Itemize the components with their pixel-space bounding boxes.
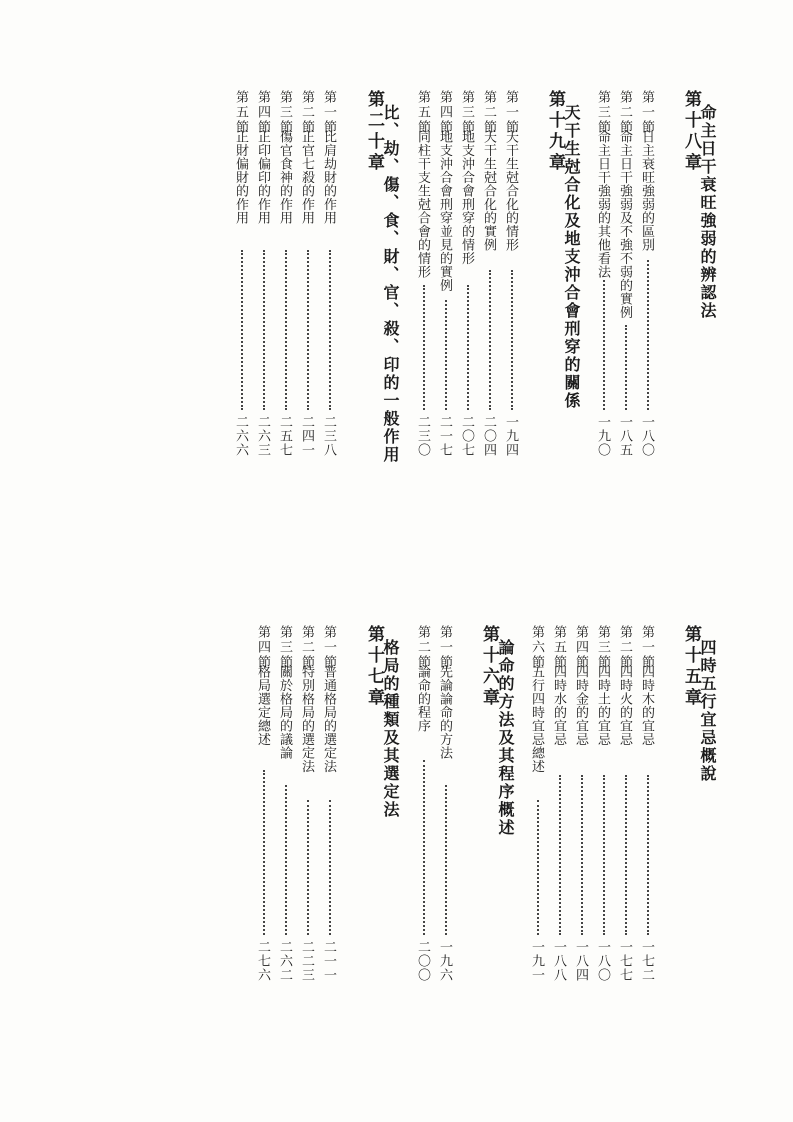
section-label: 第四節 bbox=[255, 625, 270, 670]
dot-leader bbox=[489, 270, 491, 410]
section-title: 地支沖合會刑穿並見的實例 bbox=[437, 130, 452, 292]
chapter-17 bbox=[365, 625, 398, 819]
section-label: 第五節 bbox=[551, 625, 566, 670]
chapter-number: 第十六章 bbox=[479, 625, 499, 709]
page-number: 一九六 bbox=[437, 940, 452, 982]
section-line bbox=[618, 625, 631, 1065]
page-number: 一八〇 bbox=[595, 940, 610, 982]
dot-leader bbox=[511, 270, 513, 410]
section-label: 第一節 bbox=[639, 625, 654, 670]
section-label: 第四節 bbox=[573, 625, 588, 670]
section-title: 普通格局的選定法 bbox=[321, 665, 336, 773]
chapter-title: 比、劫、傷、食、財、官、殺、印的一般作用 bbox=[381, 104, 400, 464]
chapter-title: 命主日干衰旺強弱的辨認法 bbox=[698, 104, 717, 320]
dot-leader bbox=[329, 250, 331, 410]
dot-leader bbox=[445, 300, 447, 410]
section-title: 正印偏印的作用 bbox=[255, 130, 270, 225]
section-title: 地支沖合會刑穿的情形 bbox=[459, 130, 474, 265]
section-label: 第二節 bbox=[617, 625, 632, 670]
section-label: 第三節 bbox=[595, 90, 610, 135]
section-label: 第一節 bbox=[639, 90, 654, 135]
dot-leader bbox=[285, 785, 287, 935]
page-number: 一九一 bbox=[529, 940, 544, 982]
section-title: 日主衰旺強弱的區別 bbox=[639, 130, 654, 252]
section-label: 第二節 bbox=[481, 90, 496, 135]
chapter-number: 第十五章 bbox=[681, 625, 701, 709]
chapter-16 bbox=[480, 625, 513, 837]
section-line bbox=[256, 90, 269, 530]
section-title: 格局選定總述 bbox=[255, 665, 270, 746]
dot-leader bbox=[581, 775, 583, 935]
section-label: 第二節 bbox=[617, 90, 632, 135]
section-line bbox=[322, 90, 335, 530]
section-line bbox=[618, 90, 631, 530]
section-title: 四時火的宜忌 bbox=[617, 665, 632, 746]
section-title: 同柱干支生尅合會的情形 bbox=[415, 130, 430, 279]
section-label: 第一節 bbox=[321, 90, 336, 135]
page-number: 二二三 bbox=[299, 940, 314, 982]
toc-lower-half bbox=[60, 625, 717, 1065]
section-title: 四時金的宜忌 bbox=[573, 665, 588, 746]
section-line bbox=[416, 90, 429, 530]
section-label: 第二節 bbox=[415, 625, 430, 670]
section-line bbox=[438, 625, 451, 1065]
section-label: 第三節 bbox=[459, 90, 474, 135]
page-number: 一八五 bbox=[617, 415, 632, 457]
section-title: 先論論命的方法 bbox=[437, 665, 452, 760]
chapter-title: 論命的方法及其程序概述 bbox=[496, 639, 515, 837]
section-label: 第二節 bbox=[299, 625, 314, 670]
page-number: 一九四 bbox=[503, 415, 518, 457]
page-number: 二一七 bbox=[437, 415, 452, 457]
section-title: 四時水的宜忌 bbox=[551, 665, 566, 746]
dot-leader bbox=[625, 775, 627, 935]
section-line bbox=[322, 625, 335, 1065]
chapter-number: 第二十章 bbox=[364, 90, 384, 174]
chapter-number: 第十七章 bbox=[364, 625, 384, 709]
section-line bbox=[596, 625, 609, 1065]
section-label: 第四節 bbox=[437, 90, 452, 135]
page-number: 一八八 bbox=[551, 940, 566, 982]
chapter-18 bbox=[682, 90, 715, 320]
page-number: 二一一 bbox=[321, 940, 336, 982]
dot-leader bbox=[423, 760, 425, 935]
section-line bbox=[416, 625, 429, 1065]
section-line bbox=[640, 625, 653, 1065]
dot-leader bbox=[423, 285, 425, 410]
page-number: 二〇〇 bbox=[415, 940, 430, 982]
page-number: 二六六 bbox=[233, 415, 248, 457]
section-line bbox=[504, 90, 517, 530]
section-label: 第三節 bbox=[277, 625, 292, 670]
section-line bbox=[278, 625, 291, 1065]
page-number: 二三〇 bbox=[415, 415, 430, 457]
section-label: 第三節 bbox=[595, 625, 610, 670]
chapter-20 bbox=[365, 90, 398, 464]
section-line bbox=[482, 90, 495, 530]
section-title: 天干生尅合化的實例 bbox=[481, 130, 496, 252]
chapter-title: 格局的種類及其選定法 bbox=[381, 639, 400, 819]
section-label: 第四節 bbox=[255, 90, 270, 135]
chapter-15 bbox=[682, 625, 715, 783]
page-number: 二四一 bbox=[299, 415, 314, 457]
chapter-title: 天干生尅合化及地支沖合會刑穿的關係 bbox=[562, 104, 581, 410]
section-title: 五行四時宜忌總述 bbox=[529, 665, 544, 773]
page-number: 二〇七 bbox=[459, 415, 474, 457]
section-title: 正官七殺的作用 bbox=[299, 130, 314, 225]
section-title: 傷官食神的作用 bbox=[277, 130, 292, 225]
chapter-19 bbox=[546, 90, 579, 410]
page-number: 二七六 bbox=[255, 940, 270, 982]
section-label: 第一節 bbox=[321, 625, 336, 670]
section-title: 關於格局的議論 bbox=[277, 665, 292, 760]
section-line bbox=[596, 90, 609, 530]
section-line bbox=[530, 625, 543, 1065]
page-number: 二六二 bbox=[277, 940, 292, 982]
dot-leader bbox=[603, 775, 605, 935]
dot-leader bbox=[647, 260, 649, 410]
section-label: 第二節 bbox=[299, 90, 314, 135]
dot-leader bbox=[307, 250, 309, 410]
dot-leader bbox=[537, 800, 539, 935]
dot-leader bbox=[285, 250, 287, 410]
section-title: 四時土的宜忌 bbox=[595, 665, 610, 746]
section-line bbox=[300, 90, 313, 530]
section-line bbox=[640, 90, 653, 530]
dot-leader bbox=[625, 325, 627, 410]
section-line bbox=[256, 625, 269, 1065]
section-label: 第一節 bbox=[437, 625, 452, 670]
section-label: 第五節 bbox=[233, 90, 248, 135]
section-title: 命主日干強弱及不強不弱的實例 bbox=[617, 130, 632, 319]
section-title: 特別格局的選定法 bbox=[299, 665, 314, 773]
section-title: 命主日干強弱的其他看法 bbox=[595, 130, 610, 279]
chapter-number: 第十八章 bbox=[681, 90, 701, 174]
section-line bbox=[574, 625, 587, 1065]
page-number: 二〇四 bbox=[481, 415, 496, 457]
dot-leader bbox=[307, 800, 309, 935]
page-number: 二六三 bbox=[255, 415, 270, 457]
page-number: 一九〇 bbox=[595, 415, 610, 457]
dot-leader bbox=[647, 775, 649, 935]
page-number: 一八四 bbox=[573, 940, 588, 982]
dot-leader bbox=[329, 800, 331, 935]
section-line bbox=[278, 90, 291, 530]
section-line bbox=[438, 90, 451, 530]
page-number: 二五七 bbox=[277, 415, 292, 457]
dot-leader bbox=[263, 250, 265, 410]
section-title: 天干生尅合化的情形 bbox=[503, 130, 518, 252]
chapter-number: 第十九章 bbox=[545, 90, 565, 174]
section-label: 第三節 bbox=[277, 90, 292, 135]
dot-leader bbox=[445, 785, 447, 935]
dot-leader bbox=[559, 775, 561, 935]
section-line bbox=[460, 90, 473, 530]
page-number: 一七二 bbox=[639, 940, 654, 982]
section-title: 論命的程序 bbox=[415, 665, 430, 733]
page-number: 一七七 bbox=[617, 940, 632, 982]
dot-leader bbox=[467, 285, 469, 410]
section-title: 四時木的宜忌 bbox=[639, 665, 654, 746]
section-label: 第五節 bbox=[415, 90, 430, 135]
dot-leader bbox=[603, 280, 605, 410]
section-label: 第一節 bbox=[503, 90, 518, 135]
section-label: 第六節 bbox=[529, 625, 544, 670]
dot-leader bbox=[263, 770, 265, 935]
chapter-title: 四時五行宜忌概說 bbox=[698, 639, 717, 783]
dot-leader bbox=[241, 250, 243, 410]
section-line bbox=[552, 625, 565, 1065]
section-line bbox=[234, 90, 247, 530]
page-number: 一八〇 bbox=[639, 415, 654, 457]
toc-upper-half bbox=[60, 90, 717, 530]
section-title: 正財偏財的作用 bbox=[233, 130, 248, 225]
section-line bbox=[300, 625, 313, 1065]
section-title: 比肩劫財的作用 bbox=[321, 130, 336, 225]
page-number: 二三八 bbox=[321, 415, 336, 457]
